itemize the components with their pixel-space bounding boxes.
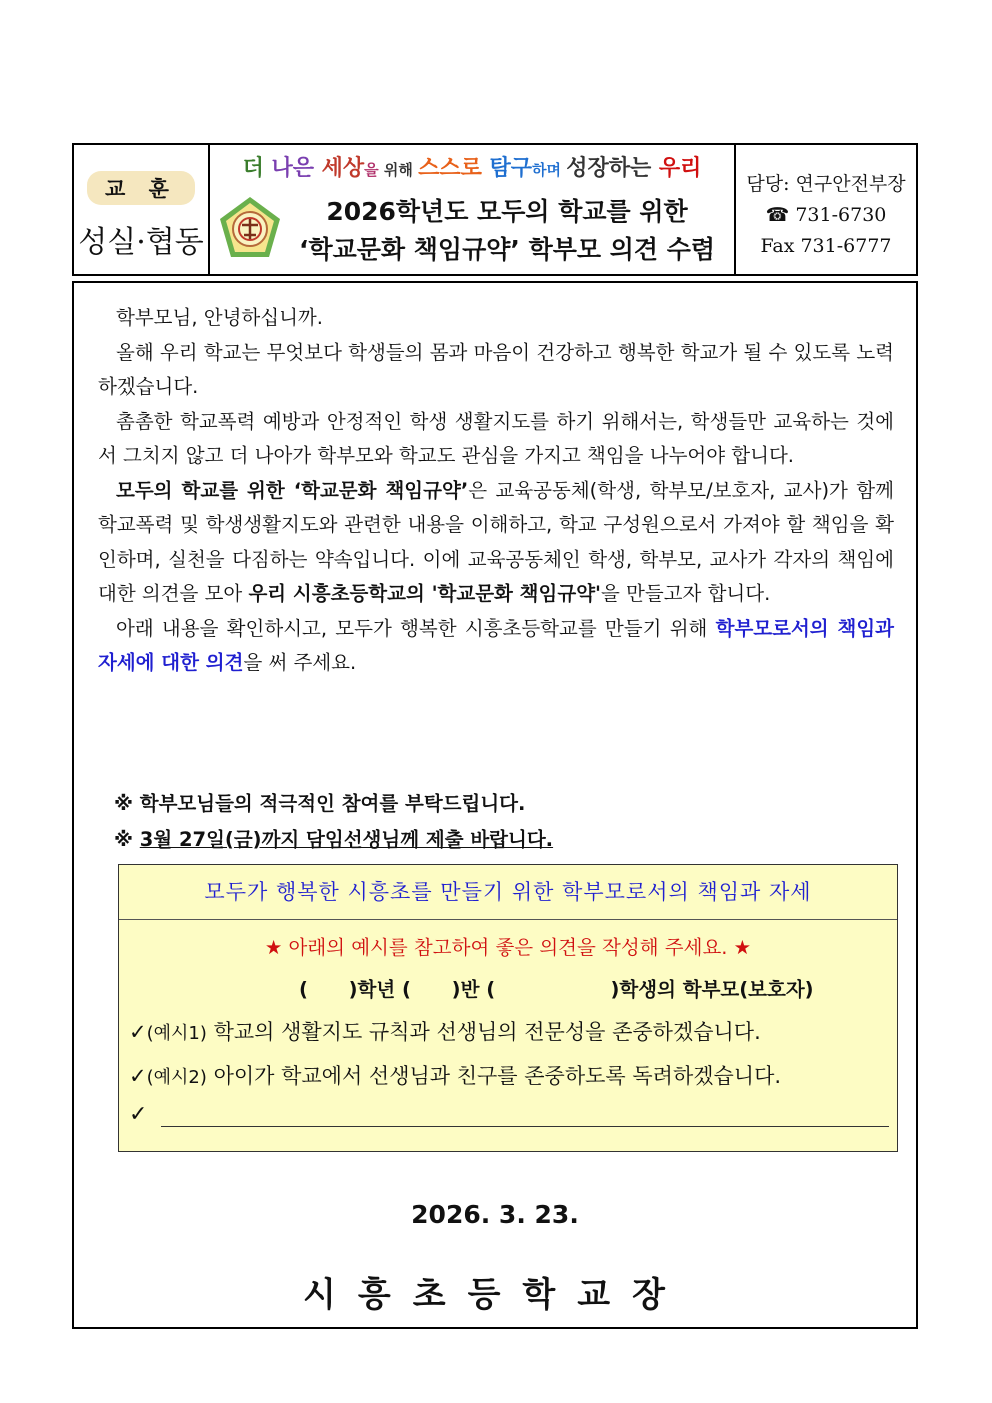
example-2-tag: (예시2) [146,1067,207,1088]
letter-date: 2026. 3. 23. [411,1200,579,1229]
example-2-text: 아이가 학교에서 선생님과 친구를 존중하도록 독려하겠습니다. [206,1064,782,1088]
example-1 [119,1016,897,1046]
paragraph-4-end: 을 써 주세요. [243,651,357,674]
form-guide: ★ 아래의 예시를 참고하여 좋은 의견을 작성해 주세요. ★ [264,936,752,959]
paragraph-2: 촘촘한 학교폭력 예방과 안정적인 학생 생활지도를 하기 위해서는, 학생들만 교육하는 것에서 그치지 않고 더 나아가 학부모와 학교도 관심을 가지고 책임을 나누어야 합니다. [98,409,894,467]
slogan-word: 탐구 [489,156,533,181]
paragraph-3-bold: 모두의 학교를 위한 ‘학교문화 책임규약’ [116,478,469,502]
slogan-word: 나은 [271,156,322,181]
letter-body [72,281,918,1329]
slogan-word: 세상 [321,156,365,181]
slogan-word: 성장하는 [566,156,659,181]
slogan-word: 위해 [383,161,419,179]
slogan-word: 스스로 [418,156,490,181]
greeting: 학부모님, 안녕하십니까. [116,306,323,329]
example-1-text: 학교의 생활지도 규칙과 선생님의 전문성을 존중하겠습니다. [206,1020,761,1044]
paragraph-3-end: 을 만들고자 합니다. [601,582,771,605]
contact-phone: ☎ 731-6730 [765,204,887,226]
slogan-word: 더 [242,156,272,181]
principal-signature: 시흥초등학교장 [303,1275,687,1315]
paragraph-4-text: 아래 내용을 확인하시고, 모두가 행복한 시흥초등학교를 만들기 위해 [116,616,716,640]
student-info-line[interactable]: ( )학년 ( )반 ( )학생의 학부모(보호자) [299,978,814,1001]
paragraph-3-text: 은 교육공동체(학생, 학부모/보호자, 교사)가 함께 학교폭력 및 학생생활지도와 관련한 내용을 이해하고, 학교 구성원으로서 가져야 할 책임을 확인하며, 실천을 다짐하는 약속입니다. 이에 교육공동체인 학생, 학부모, 교사가 각자의 책임에 대한 의견을 모아 [98,478,894,605]
notice-deadline-mark: ※ [114,828,140,851]
example-2 [119,1060,897,1090]
contact-fax: Fax 731-6777 [760,235,892,257]
title-cell [210,145,736,274]
notice-deadline [114,822,553,858]
paragraph-4-highlight: 학부모로서의 책임과 자세에 대한 의견 [98,616,894,674]
title-line-2: ‘학교문화 책임규약’ 학부모 의견 수렴 [298,235,716,264]
document-title [286,193,728,269]
opinion-form [118,864,898,1152]
notice-deadline-text: 3월 27일(금)까지 담임선생님께 제출 바랍니다. [139,828,554,851]
slogan-word: 하며 [532,161,567,179]
letterhead [72,143,918,276]
check-icon: ✓ [129,1020,147,1044]
paragraph-3 [98,474,894,612]
contact-info [736,145,916,274]
slogan-word: 우리 [658,156,702,181]
check-icon: ✓ [129,1064,147,1088]
slogan-word: 을 [364,161,384,179]
school-motto [74,145,210,274]
paragraph-1: 올해 우리 학교는 무엇보다 학생들의 몸과 마음이 건강하고 행복한 학교가 될 수 있도록 노력하겠습니다. [98,340,894,398]
motto-text: 성실·협동 [78,225,204,260]
paragraph-3-bold-2: 우리 시흥초등학교의 '학교문화 책임규약' [248,582,602,605]
check-icon: ✓ [129,1102,148,1127]
opinion-input-line[interactable] [161,1106,889,1127]
opinion-entry [119,1102,897,1127]
form-heading: 모두가 행복한 시흥초를 만들기 위한 학부모로서의 책임과 자세 [119,865,897,920]
letter-text [98,301,894,681]
school-emblem-icon [216,195,284,263]
example-1-tag: (예시1) [146,1023,207,1044]
school-slogan [210,151,734,182]
title-line-1: 2026학년도 모두의 학교를 위한 [326,197,688,226]
notice-participation: ※ 학부모님들의 적극적인 참여를 부탁드립니다. [114,792,526,815]
paragraph-4 [98,612,894,681]
motto-label: 교 훈 [87,171,195,205]
notices [114,786,553,858]
contact-person: 담당: 연구안전부장 [746,173,906,195]
